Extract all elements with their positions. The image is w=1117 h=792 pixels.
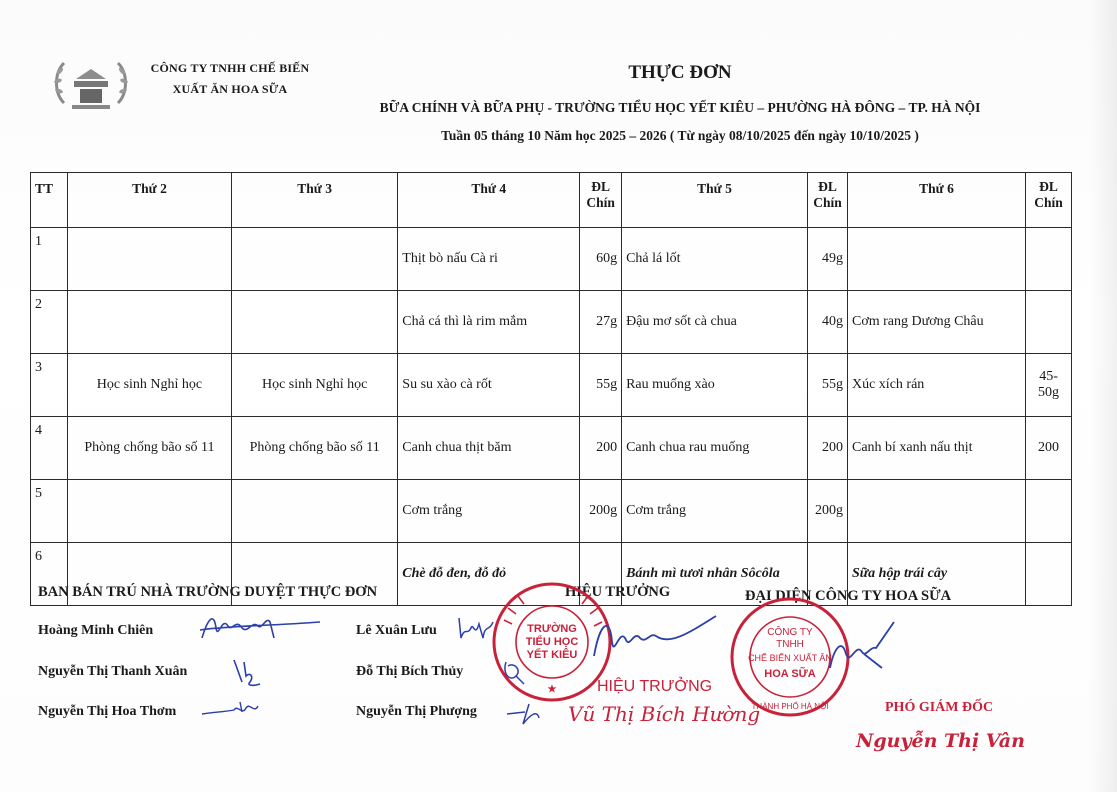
- cell-thu-6: Canh bí xanh nấu thịt: [847, 417, 1025, 480]
- principal-name-stamp: Vũ Thị Bích Hường: [568, 702, 761, 726]
- company-stamp-line2: TNHH: [776, 639, 804, 650]
- table-row: [31, 228, 1072, 291]
- header-thu-6: Thứ 6: [847, 173, 1025, 228]
- header-thu-3: Thứ 3: [232, 173, 398, 228]
- cell-thu-5: Canh chua rau muống: [622, 417, 808, 480]
- cell-thu-4: Thịt bò nấu Cà ri: [398, 228, 580, 291]
- table-row: [31, 354, 1072, 417]
- signature-company: [820, 618, 900, 678]
- paper-edge-shadow: [1089, 0, 1117, 792]
- cell-thu-6: Xúc xích rán: [847, 354, 1025, 417]
- cell-thu-4: Chả cá thì là rim mắm: [398, 291, 580, 354]
- board-member-name: Hoàng Minh Chiên: [38, 623, 154, 638]
- cell-dl-6: [1026, 480, 1072, 543]
- cell-thu-6: Cơm rang Dương Châu: [847, 291, 1025, 354]
- school-stamp-line2: TIỂU HỌC: [525, 636, 579, 648]
- header-dl-5: ĐL Chín: [808, 173, 848, 228]
- header-thu-2: Thứ 2: [67, 173, 231, 228]
- cell-dl-4: 200g: [580, 480, 622, 543]
- cell-thu-5: Rau muống xào: [622, 354, 808, 417]
- table-row: [31, 417, 1072, 480]
- week-range: Tuần 05 tháng 10 Năm học 2025 – 2026 ( Từ ngày 08/10/2025 đến ngày 10/10/2025 ): [441, 128, 919, 143]
- cell-dl-6: [1026, 291, 1072, 354]
- school-stamp-line1: TRƯỜNG: [527, 623, 577, 635]
- company-role: PHÓ GIÁM ĐỐC: [885, 700, 994, 715]
- header-thu-5: Thứ 5: [622, 173, 808, 228]
- cell-thu-5: Chả lá lốt: [622, 228, 808, 291]
- cell-thu-4: Canh chua thịt băm: [398, 417, 580, 480]
- cell-thu-6: [847, 228, 1025, 291]
- cell-dl-5: 49g: [808, 228, 848, 291]
- cell-tt: 2: [31, 291, 68, 354]
- cell-thu-6: Sữa hộp trái cây: [847, 543, 1025, 606]
- company-stamp-ring: THÀNH PHỐ HÀ NỘI: [751, 702, 829, 711]
- signature-nguyen-thi-phuong: [505, 700, 555, 728]
- cell-tt: 5: [31, 480, 68, 543]
- cell-dl-6: 200: [1026, 417, 1072, 480]
- cell-thu-3: Phòng chống bão số 11: [232, 417, 398, 480]
- company-name-line2: XUẤT ĂN HOA SỮA: [172, 82, 288, 96]
- cell-tt: 4: [31, 417, 68, 480]
- cell-tt: 1: [31, 228, 68, 291]
- cell-thu-3: [232, 480, 398, 543]
- header-thu-4: Thứ 4: [398, 173, 580, 228]
- cell-thu-2: Học sinh Nghỉ học: [67, 354, 231, 417]
- cell-thu-2: [67, 480, 231, 543]
- document-subtitle: BỮA CHÍNH VÀ BỮA PHỤ - TRƯỜNG TIỂU HỌC YẾT KIÊU – PHƯỜNG HÀ ĐÔNG – TP. HÀ NỘI: [379, 100, 981, 115]
- cell-dl-4: 200: [580, 417, 622, 480]
- cell-dl-5: 200g: [808, 480, 848, 543]
- signature-principal: [590, 612, 720, 668]
- cell-thu-3: [232, 228, 398, 291]
- board-member-name: Lê Xuân Lưu: [356, 623, 437, 638]
- company-name: [140, 58, 320, 100]
- header-dl-6: ĐL Chín: [1026, 173, 1072, 228]
- company-representative-title: ĐẠI DIỆN CÔNG TY HOA SỮA: [745, 588, 952, 604]
- board-member-name: Nguyễn Thị Thanh Xuân: [38, 664, 188, 679]
- cell-thu-2: [67, 291, 231, 354]
- company-name-line1: CÔNG TY TNHH CHẾ BIẾN: [150, 61, 310, 75]
- table-header-row: [31, 173, 1072, 228]
- cell-thu-4: Su su xào cà rốt: [398, 354, 580, 417]
- cell-thu-2: Phòng chống bão số 11: [67, 417, 231, 480]
- cell-thu-5: Bánh mì tươi nhân Sôcôla: [622, 543, 808, 606]
- cell-dl-6: [1026, 228, 1072, 291]
- cell-dl-5: 40g: [808, 291, 848, 354]
- cell-thu-5: Cơm trắng: [622, 480, 808, 543]
- school-stamp-line3: YẾT KIÊU: [526, 649, 578, 661]
- menu-table: [30, 172, 1072, 606]
- cell-thu-3: Học sinh Nghỉ học: [232, 354, 398, 417]
- cell-tt: 6: [31, 543, 68, 606]
- cell-thu-3: [232, 291, 398, 354]
- cell-tt: 3: [31, 354, 68, 417]
- cell-dl-5: 55g: [808, 354, 848, 417]
- cell-dl-4: 55g: [580, 354, 622, 417]
- cell-dl-6: 45-50g: [1026, 354, 1072, 417]
- cell-thu-5: Đậu mơ sốt cà chua: [622, 291, 808, 354]
- table-row: [31, 291, 1072, 354]
- cell-dl-5: 200: [808, 417, 848, 480]
- signature-hoang-minh-chien: [196, 608, 326, 646]
- cell-thu-2: [67, 228, 231, 291]
- company-stamp-line3: CHẾ BIẾN XUẤT ĂN: [748, 653, 832, 663]
- cell-thu-4: Cơm trắng: [398, 480, 580, 543]
- cell-dl-4: 60g: [580, 228, 622, 291]
- company-logo: [50, 55, 132, 115]
- signature-nguyen-thi-hoa-thom: [200, 698, 270, 722]
- header-dl-4: ĐL Chín: [580, 173, 622, 228]
- company-stamp-line4: HOA SỮA: [764, 668, 816, 680]
- principal-role-stamp: HIỆU TRƯỞNG: [597, 678, 713, 695]
- company-stamp-line1: CÔNG TY: [767, 627, 813, 638]
- header-tt: TT: [31, 173, 68, 228]
- table-row: [31, 480, 1072, 543]
- board-member-name: Đỗ Thị Bích Thủy: [356, 664, 464, 679]
- cell-dl-6: [1026, 543, 1072, 606]
- principal-title: HIỆU TRƯỞNG: [565, 584, 671, 600]
- cell-thu-4: Chè đỗ đen, đỗ đỏ: [398, 543, 580, 606]
- board-approval-title: BAN BÁN TRÚ NHÀ TRƯỜNG DUYỆT THỰC ĐƠN: [38, 584, 378, 600]
- cell-dl-4: 27g: [580, 291, 622, 354]
- signature-nguyen-thi-thanh-xuan: [228, 656, 268, 692]
- svg-text:★: ★: [547, 684, 557, 695]
- company-signer-name: Nguyễn Thị Vân: [856, 730, 1025, 752]
- document-title: THỰC ĐƠN: [628, 62, 732, 83]
- board-member-name: Nguyễn Thị Phượng: [356, 704, 477, 719]
- cell-thu-6: [847, 480, 1025, 543]
- board-member-name: Nguyễn Thị Hoa Thơm: [38, 704, 177, 719]
